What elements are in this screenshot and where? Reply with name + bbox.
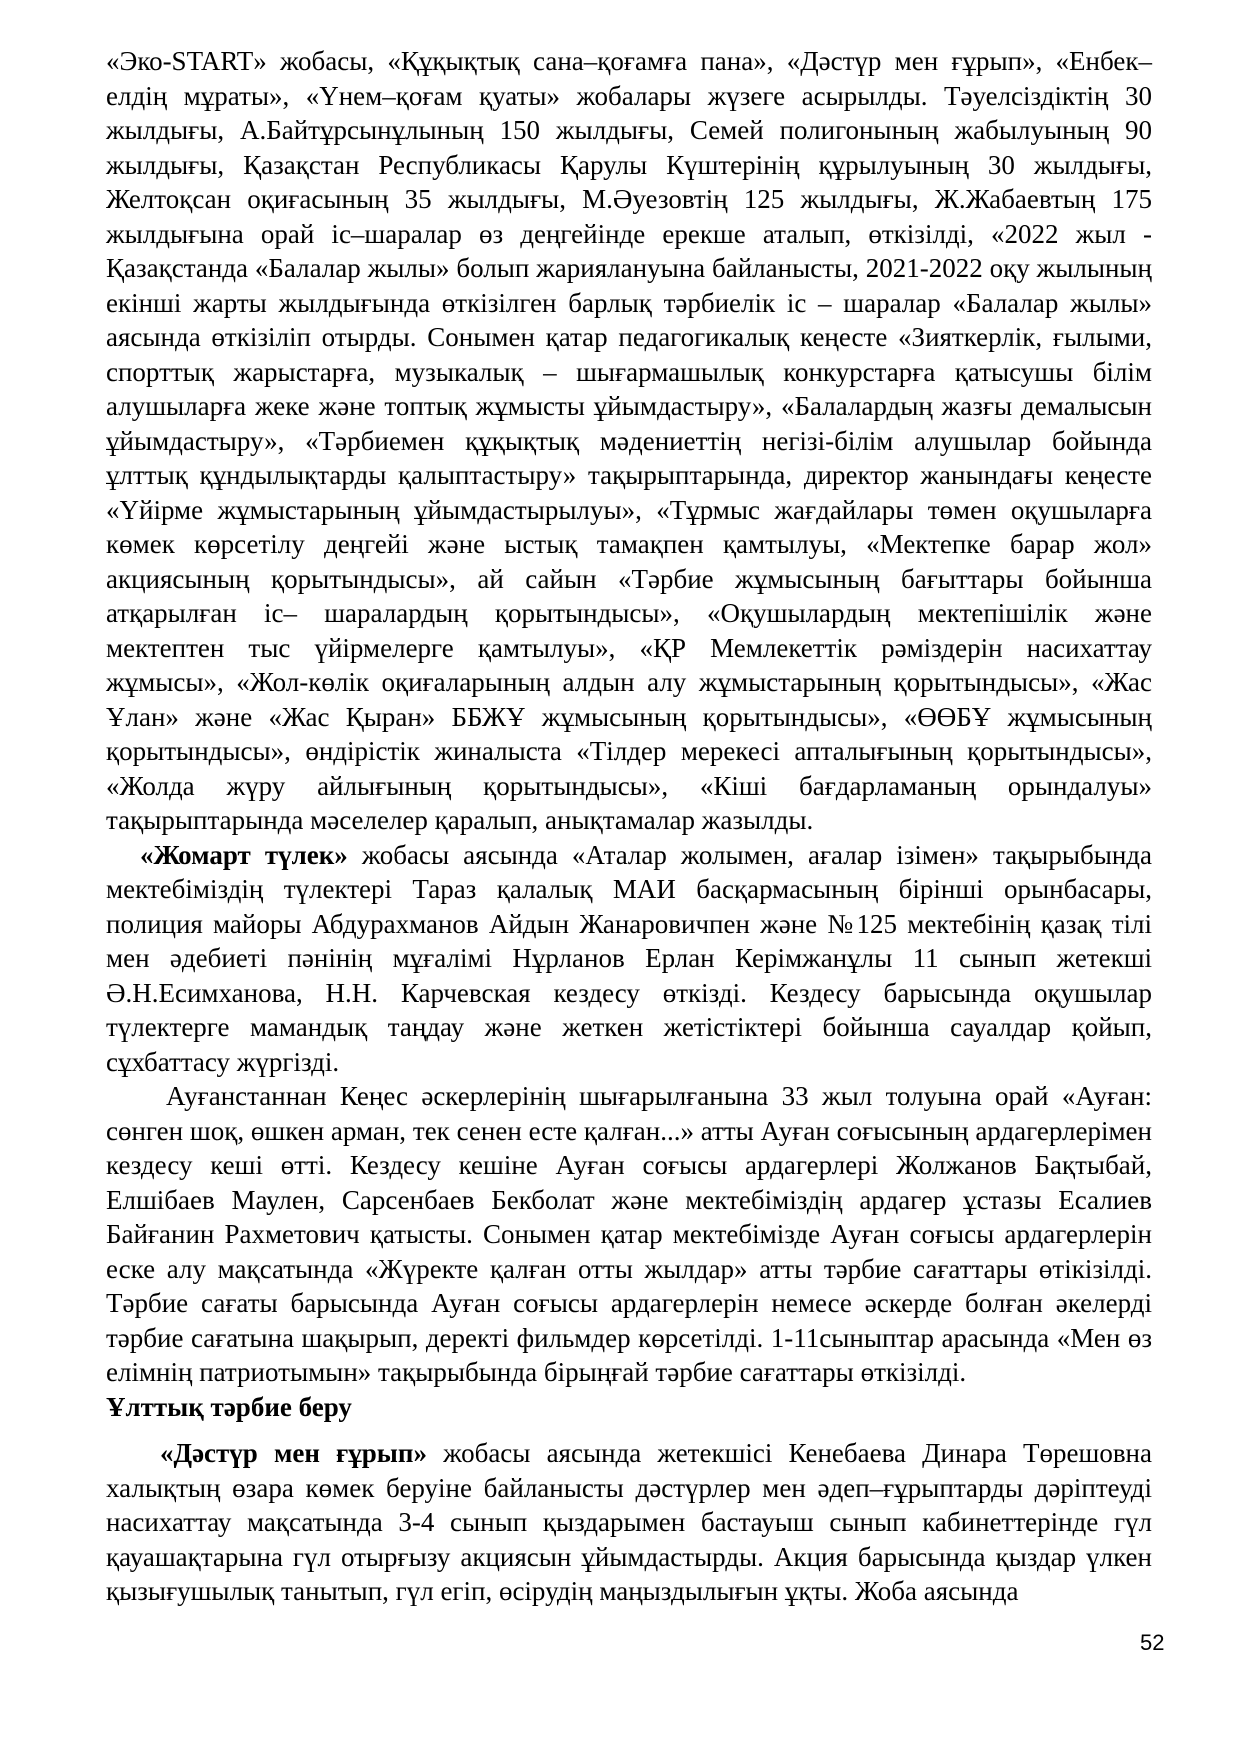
document-page — [106, 44, 1152, 1609]
paragraph-dastur-men-guryp — [106, 1436, 1152, 1609]
project-title-dastur-men-guryp: «Дәстүр мен ғұрып» — [160, 1438, 427, 1468]
paragraph-projects-and-events: «Эко-START» жобасы, «Құқықтық сана–қоғамға пана», «Дәстүр мен ғұрып», «Енбек–елдің мұраты», «Үнем–қоғам қуаты» жобалары жүзеге асырылды. Тәуелсіздіктің 30 жылдығы, А.Байтұрсынұлының 150 жылдығы, Семей полигонының жабылуының 90 жылдығы, Қазақстан Республикасы Қарулы Күштерінің құрылуының 30 жылдығы, Желтоқсан оқиғасының 35 жылдығы, М.Әуезовтің 125 жылдығы, Ж.Жабаевтың 175 жылдығына орай іс–шаралар өз деңгейінде ерекше аталып, өткізілді, «2022 жыл - Қазақстанда «Балалар жылы» болып жариялануына байланысты, 2021-2022 оқу жылының екінші жарты жылдығында өткізілген барлық тәрбиелік іс – шаралар «Балалар жылы» аясында өткізіліп отырды. Сонымен қатар педагогикалық кеңесте «Зияткерлік, ғылыми, спорттық жарыстарға, музыкалық – шығармашылық конкурстарға қатысушы білім алушыларға жеке және топтық жұмысты ұйымдастыру», «Балалардың жазғы демалысын ұйымдастыру», «Тәрбиемен құқықтық мәдениеттің негізі-білім алушылар бойында ұлттық құндылықтарды қалыптастыру» тақырыптарында, директор жанындағы кеңесте «Үйірме жұмыстарының ұйымдастырылуы», «Тұрмыс жағдайлары төмен оқушыларға көмек көрсетілу деңгейі және ыстық тамақпен қамтылуы, «Мектепке барар жол» акциясының қорытындысы», ай сайын «Тәрбие жұмысының бағыттары бойынша атқарылған іс– шаралардың қорытындысы», «Оқушылардың мектепішілік және мектептен тыс үйірмелерге қамтылуы», «ҚР Мемлекеттік рәміздерін насихаттау жұмысы», «Жол-көлік оқиғаларының алдын алу жұмыстарының қорытындысы», «Жас Ұлан» және «Жас Қыран» ББЖҰ жұмысының қорытындысы», «ӨӨБҰ жұмысының қорытындысы», өндірістік жиналыста «Тілдер мерекесі апталығының қорытындысы», «Жолда жүру айлығының қорытындысы», «Кіші бағдарламаның орындалуы» тақырыптарында мәселелер қаралып, анықтамалар жазылды. — [106, 46, 1152, 835]
project-title-zhomart-tulek: «Жомарт түлек» — [140, 839, 348, 870]
paragraph-afghan-veterans: Ауғанстаннан Кеңес әскерлерінің шығарылғанына 33 жыл толуына орай «Ауған: сөнген шоқ, өшкен арман, тек сенен есте қалған...» атты Ауған соғысының ардагерлерімен кездесу кеші өтті. Кездесу кешіне Ауған соғысы ардагерлері Жолжанов Бақтыбай, Елшібаев Маулен, Сарсенбаев Бекболат және мектебіміздің ардагер ұстазы Есалиев Байғанин Рахметович қатысты. Сонымен қатар мектебімізде Ауған соғысы ардагерлерін еске алу мақсатында «Жүректе қалған отты жылдар» атты тәрбие сағаттары өтікізілді. Тәрбие сағаты барысында Ауған соғысы ардагерлерін немесе әскерде болған әкелерді тәрбие сағатына шақырып, деректі фильмдер көрсетілді. 1-11сыныптар арасында «Мен өз елімнің патриотымын» тақырыбында бірыңғай тәрбие сағаттары өткізілді. — [106, 1081, 1152, 1387]
section-heading-national-education: Ұлттық тәрбие беру — [106, 1391, 352, 1422]
page-number: 52 — [1140, 1630, 1165, 1655]
paragraph-zhomart-tulek — [106, 838, 1152, 1080]
paragraph-dastur-men-guryp-text: жобасы аясында жетекшісі Кенебаева Динара Төрешовна халықтың өзара көмек беруіне байланысты дәстүрлер мен әдеп–ғұрыптарды дәріптеуді насихаттау мақсатында 3-4 сынып қыздарымен бастауыш сынып кабинеттерінде гүл қауашақтарына гүл отырғызу акциясын ұйымдастырды. Акция барысында қыздар үлкен қызығушылық танытып, гүл егіп, өсірудің маңыздылығын ұқты. Жоба аясында — [106, 1438, 1152, 1606]
paragraph-zhomart-tulek-text: жобасы аясында «Аталар жолымен, ағалар ізімен» тақырыбында мектебіміздің түлектері Тараз қалалық МАИ басқармасының бірінші орынбасары, полиция майоры Абдурахманов Айдын Жанаровичпен және №125 мектебінің қазақ тілі мен әдебиеті пәнінің мұғалімі Нұрланов Ерлан Керімжанұлы 11 сынып жетекші Ә.Н.Есимханова, Н.Н. Карчевская кездесу өткізді. Кездесу барысында оқушылар түлектерге мамандық таңдау және жеткен жетістіктері бойынша сауалдар қойып, сұхбаттасу жүргізді. — [106, 839, 1153, 1077]
